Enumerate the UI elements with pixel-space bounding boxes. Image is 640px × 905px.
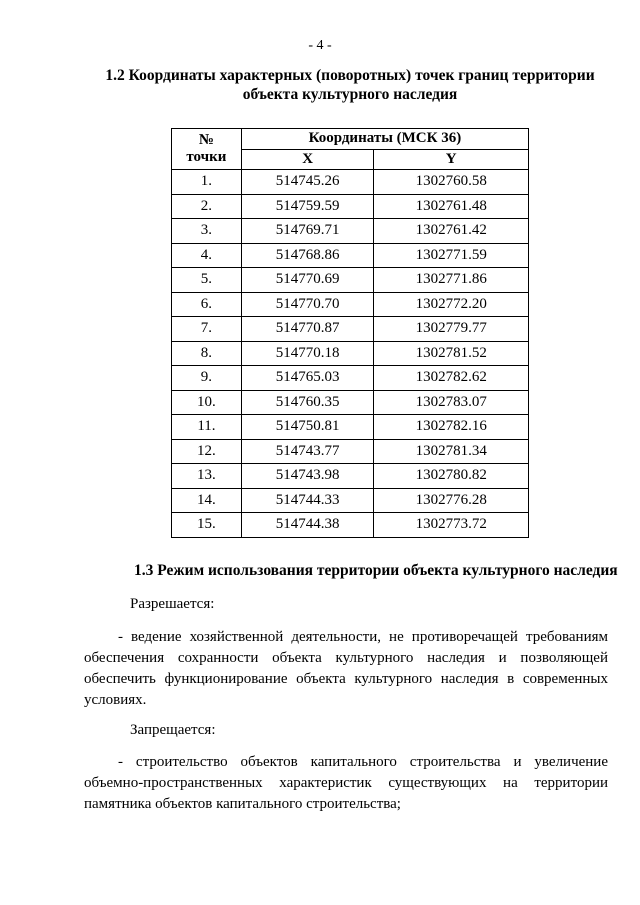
cell-coord-y: 1302781.34 (374, 439, 529, 464)
cell-coord-y: 1302761.42 (374, 219, 529, 244)
cell-coord-x: 514759.59 (241, 194, 374, 219)
table-row (172, 243, 529, 268)
cell-coord-x: 514770.87 (241, 317, 374, 342)
table-row (172, 513, 529, 538)
cell-coord-x: 514760.35 (241, 390, 374, 415)
table-row (172, 292, 529, 317)
cell-point-number: 14. (172, 488, 242, 513)
cell-point-number: 7. (172, 317, 242, 342)
cell-coord-y: 1302783.07 (374, 390, 529, 415)
cell-point-number: 9. (172, 366, 242, 391)
cell-coord-x: 514769.71 (241, 219, 374, 244)
forbidden-paragraph: - строительство объектов капитального строительства и увеличение объемно-пространственных характеристик существующих на территории памятника объектов капитального строительства; (84, 754, 608, 812)
cell-point-number: 11. (172, 415, 242, 440)
section-1-3-heading: 1.3 Режим использования территории объекта культурного наследия (134, 562, 618, 579)
header-coordinates: Координаты (МСК 36) (241, 129, 528, 150)
cell-point-number: 8. (172, 341, 242, 366)
cell-point-number: 15. (172, 513, 242, 538)
section-1-2-heading-line2: объекта культурного наследия (242, 86, 458, 103)
table-row (172, 341, 529, 366)
table-row (172, 194, 529, 219)
section-1-2-heading-line1: 1.2 Координаты характерных (поворотных) точек границ территории (105, 67, 595, 84)
table-row (172, 170, 529, 195)
cell-coord-x: 514768.86 (241, 243, 374, 268)
section-1-2-heading (100, 66, 600, 104)
cell-coord-y: 1302776.28 (374, 488, 529, 513)
cell-point-number: 4. (172, 243, 242, 268)
cell-coord-y: 1302761.48 (374, 194, 529, 219)
cell-coord-y: 1302771.59 (374, 243, 529, 268)
cell-coord-y: 1302782.62 (374, 366, 529, 391)
cell-point-number: 1. (172, 170, 242, 195)
table-row (172, 415, 529, 440)
table-row (172, 219, 529, 244)
cell-point-number: 5. (172, 268, 242, 293)
cell-coord-x: 514765.03 (241, 366, 374, 391)
forbidden-label: Запрещается: (130, 722, 216, 738)
table-row (172, 366, 529, 391)
cell-point-number: 12. (172, 439, 242, 464)
cell-point-number: 10. (172, 390, 242, 415)
table-row (172, 464, 529, 489)
cell-coord-x: 514745.26 (241, 170, 374, 195)
allowed-paragraph: - ведение хозяйственной деятельности, не противоречащей требованиям обеспечения сохранности объекта культурного наследия и позволяющей обеспечить функционирование объекта культурного наследия в современных условиях. (84, 629, 608, 708)
header-point-number (172, 129, 242, 170)
header-y: Y (374, 149, 529, 170)
header-point-number-line1: № (198, 132, 214, 148)
table-row (172, 317, 529, 342)
coordinates-table (171, 128, 529, 538)
cell-coord-x: 514744.38 (241, 513, 374, 538)
header-x: X (241, 149, 374, 170)
cell-point-number: 3. (172, 219, 242, 244)
cell-point-number: 13. (172, 464, 242, 489)
cell-coord-x: 514743.98 (241, 464, 374, 489)
cell-coord-x: 514770.18 (241, 341, 374, 366)
cell-coord-y: 1302772.20 (374, 292, 529, 317)
cell-coord-y: 1302782.16 (374, 415, 529, 440)
cell-coord-y: 1302781.52 (374, 341, 529, 366)
table-row (172, 268, 529, 293)
table-row (172, 390, 529, 415)
cell-coord-x: 514744.33 (241, 488, 374, 513)
cell-coord-x: 514743.77 (241, 439, 374, 464)
cell-point-number: 6. (172, 292, 242, 317)
cell-coord-y: 1302760.58 (374, 170, 529, 195)
cell-coord-y: 1302779.77 (374, 317, 529, 342)
coordinates-table-body (172, 170, 529, 538)
cell-coord-x: 514770.69 (241, 268, 374, 293)
table-row (172, 439, 529, 464)
cell-point-number: 2. (172, 194, 242, 219)
cell-coord-x: 514770.70 (241, 292, 374, 317)
cell-coord-y: 1302771.86 (374, 268, 529, 293)
cell-coord-y: 1302773.72 (374, 513, 529, 538)
page-number: - 4 - (308, 38, 332, 53)
table-row (172, 488, 529, 513)
allowed-label: Разрешается: (130, 596, 215, 612)
cell-coord-x: 514750.81 (241, 415, 374, 440)
header-point-number-line2: точки (186, 149, 227, 165)
table-header-row-1 (172, 129, 529, 150)
cell-coord-y: 1302780.82 (374, 464, 529, 489)
